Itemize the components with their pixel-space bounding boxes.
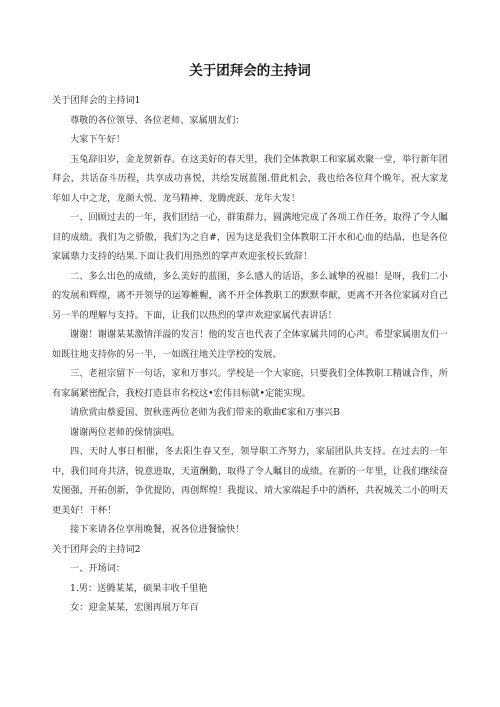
paragraph-part-1: 一、回顾过去的一年，我们团结一心，群策群力，圆满地完成了各项工作任务，取得了令人瞩目的成绩。我们为之骄傲，我们为之自#，因为这是我们全体教职工汗水和心血的结晶，也是各位家属鼎力支持的结果.下面让我们用热烈的掌声欢迎张校长致辞！	[52, 212, 448, 262]
section-heading-1: 关于团拜会的主持词1	[52, 95, 141, 106]
paragraph-part-4: 四、天时人事日相催，冬去阳生春又至，领导职工齐努力，家届团队共支持。在过去的一年中，我们同舟共济，锐意进取，天道酬勤，取得了令人瞩目的成绩。在新的一年里，让我们继续奋发图强，开拓创新，争优提防，再创辉煌！我提议，靖大家端起手中的酒杯，共祝城关二小的明天更美好！干杯！	[52, 446, 448, 516]
paragraph-thanks: 谢谢！谢谢某某激情洋溢的发言！他的发言也代表了全体家属共同的心声。希望家属朋友们一如既往地支持你的另一半，一如既往地关注学校的发展。	[52, 329, 448, 360]
section-heading-2: 关于团拜会的主持词2	[52, 543, 141, 555]
paragraph-salutation: 尊敬的各位领导、各位老师、家属朋友们：	[70, 114, 245, 126]
paragraph-male-line: 1.男：送腾某某，硕果丰收千里艳	[70, 582, 208, 594]
paragraph-female-line: 女：迎金某某，宏图再展万年百	[70, 602, 199, 613]
paragraph-dinner: 接下来请各位享用晚餐，祝各位进餐愉快！	[70, 524, 245, 535]
paragraph-part-2: 二、多么出色的成绩，多么美好的蓝图，多么感人的话语，多么诚挚的祝福！是呀，我们二小的发展和辉煌，离不开领导的运筹帷幄，离不开全体教职工的默默奉献，更离不开各位家属对自己另一半的理解与支持。下面，让我们以热烈的掌声欢迎家属代表讲话！	[52, 270, 448, 321]
paragraph-part-3: 三、老祖宗留下一句话，家和万事兴。学校是一个大家庭，只要我们全体教职工精诚合作，所有家属紧密配合，我校打造县市名校这•宏伟目标就•定能实现。	[52, 368, 448, 399]
document-title: 关于团拜会的主持词	[189, 63, 311, 79]
paragraph-opening-words: 一、开场词：	[70, 563, 126, 574]
paragraph-song-thanks: 谢谢两位老师的保情演唱。	[70, 426, 181, 438]
paragraph-song-intro: 请欣赏由蔡爱国、贺秋莲两位老师为我们带来的歌曲€家和万事兴B	[70, 407, 340, 418]
paragraph-opening: 玉兔辞旧岁，金龙贺新春。在这美好的春天里，我们全体教职工和家属欢聚一堂，举行新年团拜会，共话奋斗历程，共享成功喜悦，共绘发展蓝图.借此机会，我也给各位拜个晚年，祝大家龙年如人中之龙，龙颜大悦、龙马精神、龙腾虎跃、龙年大发！	[52, 153, 448, 204]
paragraph-greeting: 大家下午好！	[70, 134, 126, 145]
